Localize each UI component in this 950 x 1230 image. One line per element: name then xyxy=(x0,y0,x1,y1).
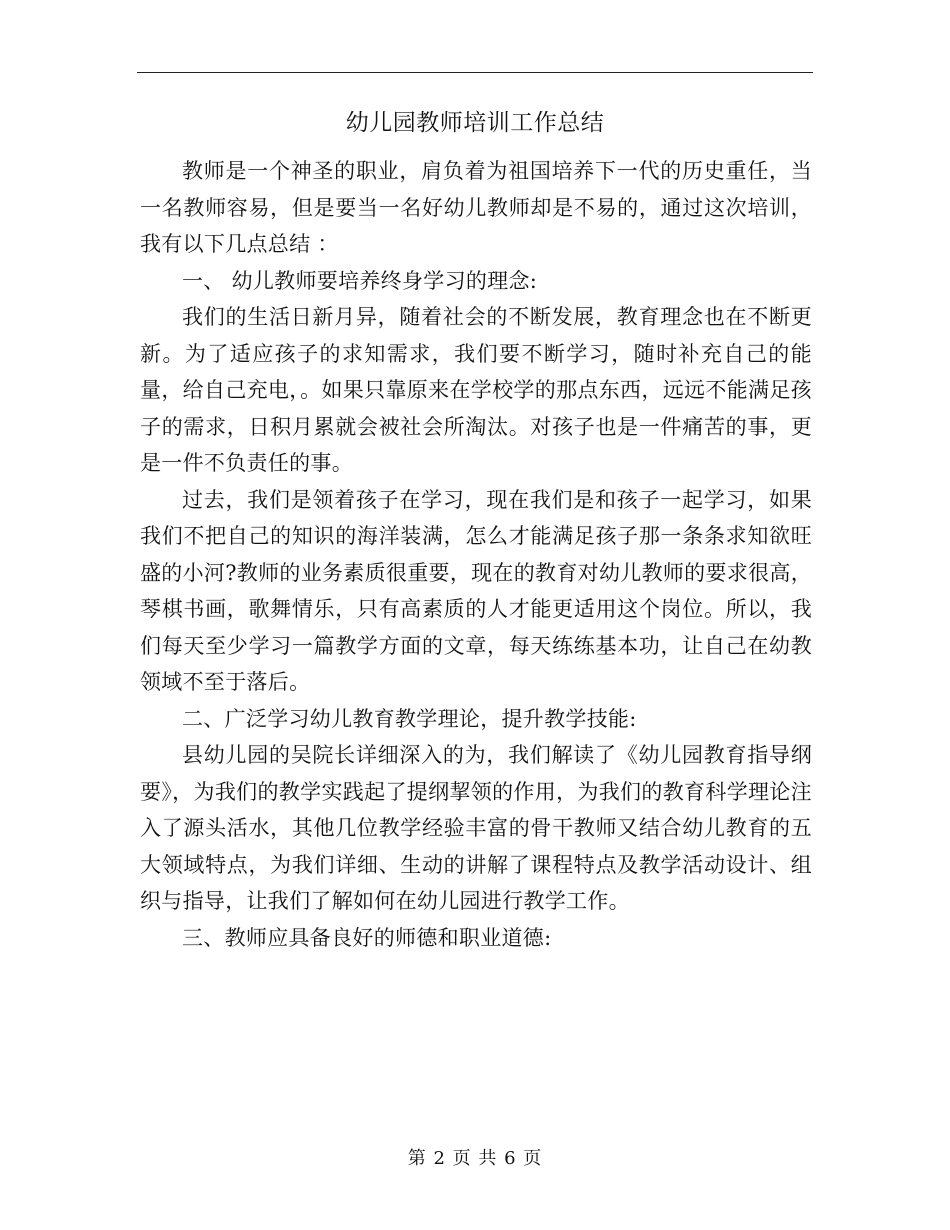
document-body xyxy=(140,153,812,956)
section-heading-3: 三、教师应具备良好的师德和职业道德: xyxy=(182,925,552,950)
paragraph-lifelong-learning: 我们的生活日新月异，随着社会的不断发展，教育理念也在不断更新。为了适应孩子的求知需求，我们要不断学习，随时补充自己的能量，给自己充电，。如果只靠原来在学校学的那点东西，远远不能满足孩子的需求，日积月累就会被社会所淘汰。对孩子也是一件痛苦的事，更是一件不负责任的事。 xyxy=(140,305,812,475)
section-heading-2: 二、广泛学习幼儿教育教学理论，提升教学技能: xyxy=(182,706,637,731)
section-heading-1: 一、 幼儿教师要培养终身学习的理念: xyxy=(182,268,538,293)
paragraph-intro: 教师是一个神圣的职业，肩负着为祖国培养下一代的历史重任，当一名教师容易，但是要当一名好幼儿教师却是不易的，通过这次培训，我有以下几点总结 ： xyxy=(140,159,812,256)
paragraph-teaching-theory: 县幼儿园的吴院长详细深入的为，我们解读了《幼儿园教育指导纲要》，为我们的教学实践起了提纲挈领的作用，为我们的教育科学理论注入了源头活水，其他几位教学经验丰富的骨干教师又结合幼儿教育的五大领域特点，为我们详细、生动的讲解了课程特点及教学活动设计、组织与指导，让我们了解如何在幼儿园进行教学工作。 xyxy=(140,743,812,913)
page-number-footer: 第 2 页 共 6 页 xyxy=(407,1148,543,1169)
paragraph-learning-with-children: 过去，我们是领着孩子在学习，现在我们是和孩子一起学习，如果我们不把自己的知识的海洋装满，怎么才能满足孩子那一条条求知欲旺盛的小河?教师的业务素质很重要，现在的教育对幼儿教师的要求很高，琴棋书画，歌舞情乐，只有高素质的人才能更适用这个岗位。所以，我们每天至少学习一篇教学方面的文章，每天练练基本功，让自己在幼教领域不至于落后。 xyxy=(140,487,812,694)
document-title: 幼儿园教师培训工作总结 xyxy=(345,110,605,136)
header-rule xyxy=(137,72,813,73)
